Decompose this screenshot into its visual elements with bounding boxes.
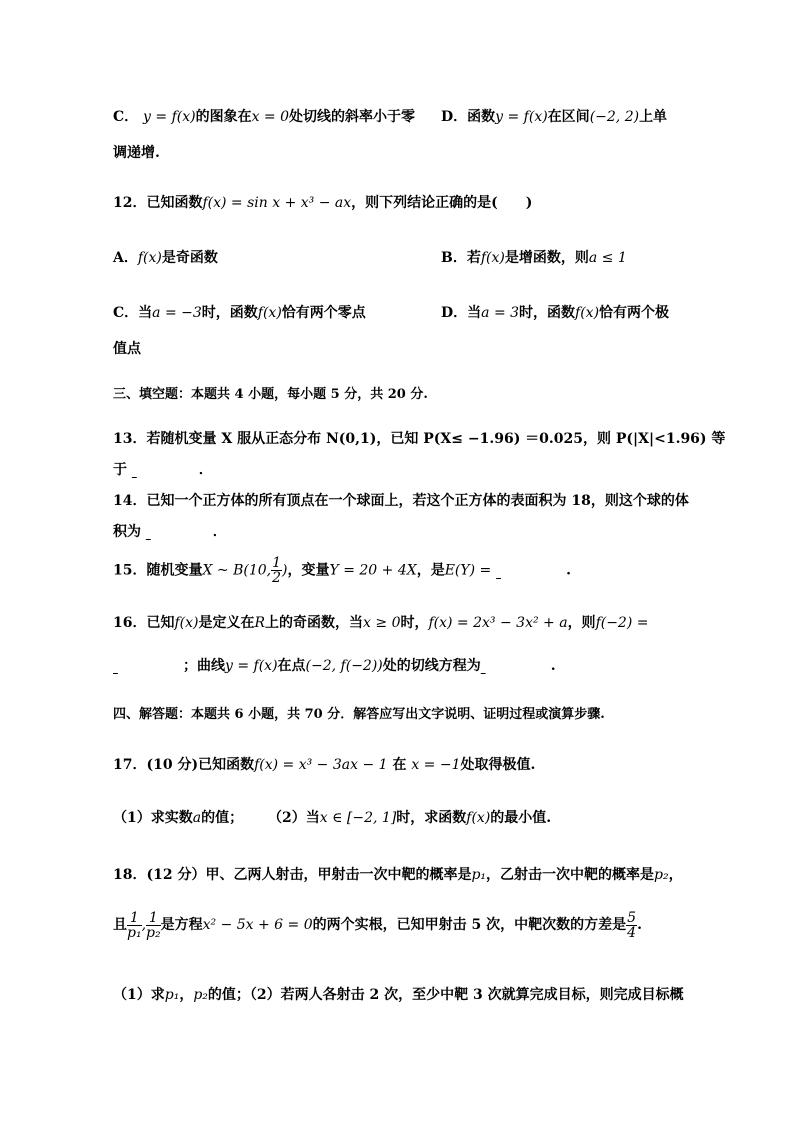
q16-line2-text3: 处的切线方程为	[382, 658, 481, 674]
q15-answer-blank[interactable]	[496, 558, 566, 584]
q11-c-text2: 处切线的斜率小于零	[289, 109, 416, 125]
q12-b-math: f(x)	[480, 250, 505, 266]
q12-stem-prefix: 12．已知函数	[113, 195, 203, 211]
q15-text1: ，变量	[287, 562, 330, 579]
q13-line1: 13．若随机变量 X 服从正态分布 N(0,1)，已知 P(X≤ −1.96) ＝0.025，则 P(|X|<1.96) 等	[113, 431, 726, 447]
q14-prefix: 积为	[113, 524, 141, 540]
q12-c-text: 时，函数	[201, 305, 258, 321]
q18-line2	[113, 910, 684, 940]
q17-prefix: 17．(10 分)已知函数	[113, 757, 255, 773]
q18-line2-m: x² − 5x + 6 = 0	[202, 917, 313, 933]
q15-math1-end: )	[282, 562, 288, 579]
q16-text3: 时，	[400, 615, 429, 631]
q17-stem	[113, 755, 684, 775]
q12-d-text2: 恰有两个极	[599, 305, 670, 321]
q15-frac-num: 1	[272, 555, 282, 571]
q11-c-text1: 的图象在	[195, 109, 252, 125]
q13-suffix: ．	[198, 462, 213, 478]
q18-line1-a: 18．(12 分）甲、乙两人射击，甲射击一次中靶的概率是	[113, 867, 472, 883]
q12-d-text: 时，函数	[519, 305, 576, 321]
q18-frac1	[127, 911, 142, 940]
q12-d-continued: 值点	[113, 341, 141, 357]
q12-c-label: C．当	[113, 305, 153, 321]
q11-c-math: y = f(x)	[143, 109, 196, 125]
q18-line1-m2: p₂	[654, 867, 669, 883]
q16-text2: 上的奇函数，当	[265, 615, 364, 631]
q12-stem-suffix: ，则下列结论正确的是( )	[351, 195, 533, 211]
q13-prefix: 于	[113, 462, 127, 478]
q12-d-label: D．当	[441, 305, 482, 321]
section4-heading: 四、解答题：本题共 6 小题，共 70 分．解答应写出文字说明、证明过程或演算步骤.	[113, 707, 605, 722]
q18-line3-a: （1）求	[113, 987, 165, 1003]
q17-part1	[113, 808, 243, 828]
q16-line2-math2: (−2, f(−2))	[305, 658, 383, 674]
q18-line2-b: 是方程	[160, 917, 203, 933]
q16-math5: f(−2) =	[595, 615, 649, 631]
q16-prefix: 16．已知	[113, 615, 175, 631]
q15-math3: E(Y) =	[444, 562, 492, 579]
q12-a-math: f(x)	[137, 250, 162, 266]
q17-part2	[268, 808, 551, 828]
q18-line1-m1: p₁	[471, 867, 487, 883]
q12-c-text2: 恰有两个零点	[281, 305, 366, 321]
q16-answer-blank-1[interactable]	[113, 656, 183, 676]
section3-heading: 三、填空题：本题共 4 小题，每小题 5 分，共 20 分.	[113, 387, 428, 402]
q12-option-d	[441, 303, 669, 323]
q13-line2	[113, 460, 684, 480]
q12-c-math: a = −3	[152, 305, 202, 321]
q12-c-math2: f(x)	[257, 305, 282, 321]
q12-a-label: A．	[113, 250, 138, 266]
q18-line1	[113, 865, 684, 885]
q12-stem-math: f(x) = sin x + x³ − ax	[202, 195, 352, 211]
q18-line3-m2: p₂	[193, 987, 208, 1003]
q18-line1-b: ，乙射击一次中靶的概率是	[486, 867, 655, 883]
q15-math2: Y = 20 + 4X	[329, 562, 417, 579]
q11-d-continued: 调递增.	[113, 145, 160, 161]
q18-line2-c: 的两个实根，已知甲射击 5 次，中靶次数的方差是	[312, 917, 627, 933]
q17-p2-text2: 的最小值.	[490, 810, 552, 826]
q11-d-text2: 上单	[639, 109, 668, 125]
q15-fraction	[271, 556, 282, 585]
q11-d-label: D．函数	[441, 109, 496, 125]
q11-d-math: y = f(x)	[495, 109, 548, 125]
q17-p2-math2: f(x)	[466, 810, 491, 826]
q18-line3	[113, 985, 684, 1005]
q17-p2-text: 时，求函数	[396, 810, 467, 826]
q11-option-d	[441, 107, 667, 127]
q12-a-text: 是奇函数	[161, 250, 218, 266]
q16-line2-suffix: .	[550, 658, 556, 674]
q18-frac1-num: 1	[127, 911, 142, 926]
q18-frac3-num: 5	[627, 909, 637, 926]
q17-math2: x = −1	[411, 757, 461, 773]
q12-b-math2: a ≤ 1	[588, 250, 627, 266]
q12-b-label: B．若	[441, 250, 481, 266]
q17-p1-text: 的值；	[201, 810, 244, 826]
q17-math1: f(x) = x³ − 3ax − 1	[254, 757, 388, 773]
q16-line2-text2: 在点	[277, 658, 306, 674]
q14-suffix: ．	[212, 524, 227, 540]
q16-line2	[113, 656, 684, 676]
q17-p2-label: （2）当	[268, 810, 320, 826]
q18-line3-b: ，	[179, 987, 194, 1003]
q11-c-label: C．	[113, 109, 139, 125]
q18-frac3-den: 4	[627, 924, 637, 941]
q12-b-text: 是增函数，则	[504, 250, 589, 266]
q12-stem	[113, 193, 684, 213]
q18-line1-c: ，	[668, 867, 683, 883]
q12-d-math2: f(x)	[575, 305, 600, 321]
q17-p1-label: （1）求实数	[113, 810, 193, 826]
q18-line3-c: 的值；（2）若两人各射击 2 次，至少中靶 3 次就算完成目标，则完成目标概	[207, 987, 684, 1003]
q16-math1: f(x)	[174, 615, 199, 631]
q12-d-math: a = 3	[481, 305, 520, 321]
q16-answer-blank-2[interactable]	[481, 656, 551, 676]
q16-text4: ，则	[567, 615, 596, 631]
q12-option-b	[441, 248, 627, 268]
q11-d-text1: 在区间	[547, 109, 590, 125]
q18-frac3	[626, 911, 637, 940]
q11-c-math2: x = 0	[251, 109, 290, 125]
q14-line1: 14．已知一个正方体的所有顶点在一个球面上，若这个正方体的表面积为 18，则这个球的体	[113, 493, 689, 509]
q16-math2: R	[254, 615, 266, 631]
q18-comma: ,	[141, 917, 147, 933]
q18-frac1-den: p₁	[127, 924, 142, 941]
q15-frac-den: 2	[272, 570, 282, 586]
q16-text1: 是定义在	[198, 615, 255, 631]
q18-line3-m1: p₁	[164, 987, 180, 1003]
q16-math4: f(x) = 2x³ − 3x² + a	[428, 615, 568, 631]
q15-line	[113, 556, 684, 585]
q16-line1	[113, 613, 684, 633]
q18-line2-d: .	[637, 917, 642, 933]
q14-line2	[113, 522, 684, 542]
q17-text2: 处取得极值.	[460, 757, 536, 773]
q18-frac2-den: p₂	[146, 924, 161, 941]
q15-math1: X ~ B(10,	[202, 562, 272, 579]
q12-option-a	[113, 248, 218, 268]
q15-suffix: .	[566, 562, 572, 579]
q17-p2-math: x ∈ [−2, 1]	[319, 810, 397, 826]
q18-line2-a: 且	[113, 917, 127, 933]
q12-option-c	[113, 303, 366, 323]
q16-math3: x ≥ 0	[363, 615, 401, 631]
q13-answer-blank[interactable]	[132, 460, 194, 480]
q16-line2-math1: y = f(x)	[225, 658, 278, 674]
q11-d-math2: (−2, 2)	[589, 109, 640, 125]
q15-prefix: 15．随机变量	[113, 562, 203, 579]
q11-option-c	[113, 107, 415, 127]
q14-answer-blank[interactable]	[146, 522, 208, 542]
q18-frac2	[146, 911, 161, 940]
q18-frac2-num: 1	[146, 911, 161, 926]
q15-text2: ，是	[416, 562, 445, 579]
q17-p1-math: a	[192, 810, 202, 826]
q16-line2-text1: ；曲线	[183, 658, 225, 674]
q17-text1: 在	[392, 757, 407, 773]
